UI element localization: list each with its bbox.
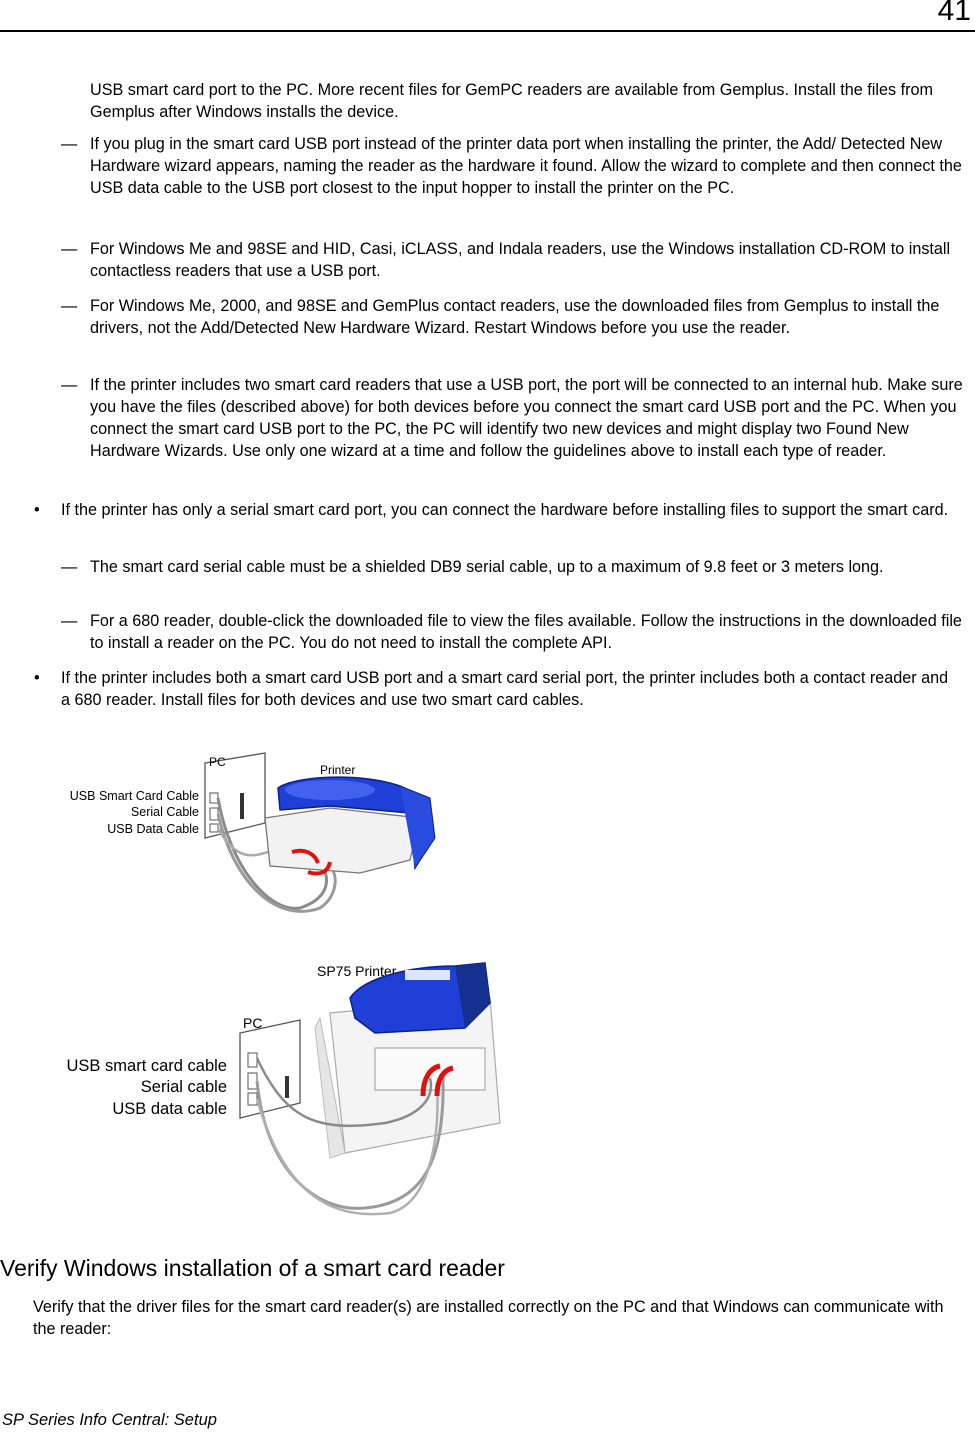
dash-marker: — (61, 135, 78, 153)
pc-label: PC (243, 1015, 263, 1031)
bullet-marker: • (34, 669, 40, 687)
usb-data-cable-label: USB data cable (112, 1100, 227, 1118)
usb-port-icon (210, 824, 218, 832)
section-heading: Verify Windows installation of a smart card reader (0, 1255, 505, 1281)
usb-data-cable-label: USB Data Cable (107, 822, 199, 836)
serial-cable-label: Serial Cable (130, 805, 199, 819)
intro-paragraph: USB smart card port to the PC. More recent files for GemPC readers are available from Gemplus. Install the files from Gemplus after Windows installs the device. (90, 81, 933, 121)
figure-pc-sp75-cabling (45, 958, 515, 1223)
sp75-printer-label: SP75 Printer (317, 963, 397, 979)
serial-cable-label: Serial cable (140, 1078, 227, 1096)
dash-item-6: For a 680 reader, double-click the downloaded file to view the files available. Follow the instructions in the downloaded file to install a reader on the PC. You do not need to install the complete API. (90, 612, 962, 652)
dash-marker: — (61, 612, 78, 630)
usb-smart-card-cable-label: USB Smart Card Cable (69, 789, 199, 803)
dash-item-5: The smart card serial cable must be a shielded DB9 serial cable, up to a maximum of 9.8 feet or 3 meters long. (90, 558, 884, 576)
dash-item-2: For Windows Me and 98SE and HID, Casi, iCLASS, and Indala readers, use the Windows installation CD-ROM to install contactless readers that use a USB port. (90, 240, 951, 280)
header-rule (0, 30, 975, 32)
dash-marker: — (61, 376, 78, 394)
dash-marker: — (61, 558, 78, 576)
serial-port-icon (210, 808, 218, 820)
usb-port-icon (248, 1093, 257, 1105)
printer-body (265, 808, 420, 873)
pc-label: PC (209, 755, 226, 769)
figure-pc-printer-cabling (30, 748, 450, 923)
bullet-item-1: If the printer has only a serial smart card port, you can connect the hardware before installing files to support the smart card. (61, 501, 949, 519)
page-number: 41 (937, 0, 971, 27)
dash-marker: — (61, 240, 78, 258)
usb-port-icon (248, 1053, 257, 1067)
printer-label: Printer (320, 763, 356, 777)
bullet-marker: • (34, 501, 40, 519)
usb-port-icon (210, 793, 218, 803)
section-paragraph: Verify that the driver files for the smart card reader(s) are installed correctly on the PC and that Windows can communicate with the reader: (33, 1298, 944, 1338)
dash-item-3: For Windows Me, 2000, and 98SE and GemPlus contact readers, use the downloaded files from Gemplus to install the drivers, not the Add/Detected New Hardware Wizard. Restart Windows before you use the reader. (90, 297, 940, 337)
dash-marker: — (61, 297, 78, 315)
dash-item-1: If you plug in the smart card USB port instead of the printer data port when installing the printer, the Add/ Detected New Hardware wizard appears, naming the reader as the hardware it found. Allow the wizard to complete and then connect the USB data cable to the USB port closest to the input hopper to install the printer on the PC. (90, 135, 962, 197)
footer-title: SP Series Info Central: Setup (2, 1411, 217, 1429)
usb-smart-card-cable-label: USB smart card cable (66, 1057, 227, 1075)
dash-item-4: If the printer includes two smart card readers that use a USB port, the port will be connected to an internal hub. Make sure you have the files (described above) for both devices before you connect the smart card USB port and the PC. When you connect the smart card USB port to the PC, the PC will identify two new devices and might display two Found New Hardware Wizards. Use only one wizard at a time and follow the guidelines above to install each type of reader. (90, 376, 963, 460)
serial-port-icon (248, 1073, 257, 1089)
bullet-item-2: If the printer includes both a smart card USB port and a smart card serial port, the printer includes both a contact reader and a 680 reader. Install files for both devices and use two smart card cables. (61, 669, 949, 709)
